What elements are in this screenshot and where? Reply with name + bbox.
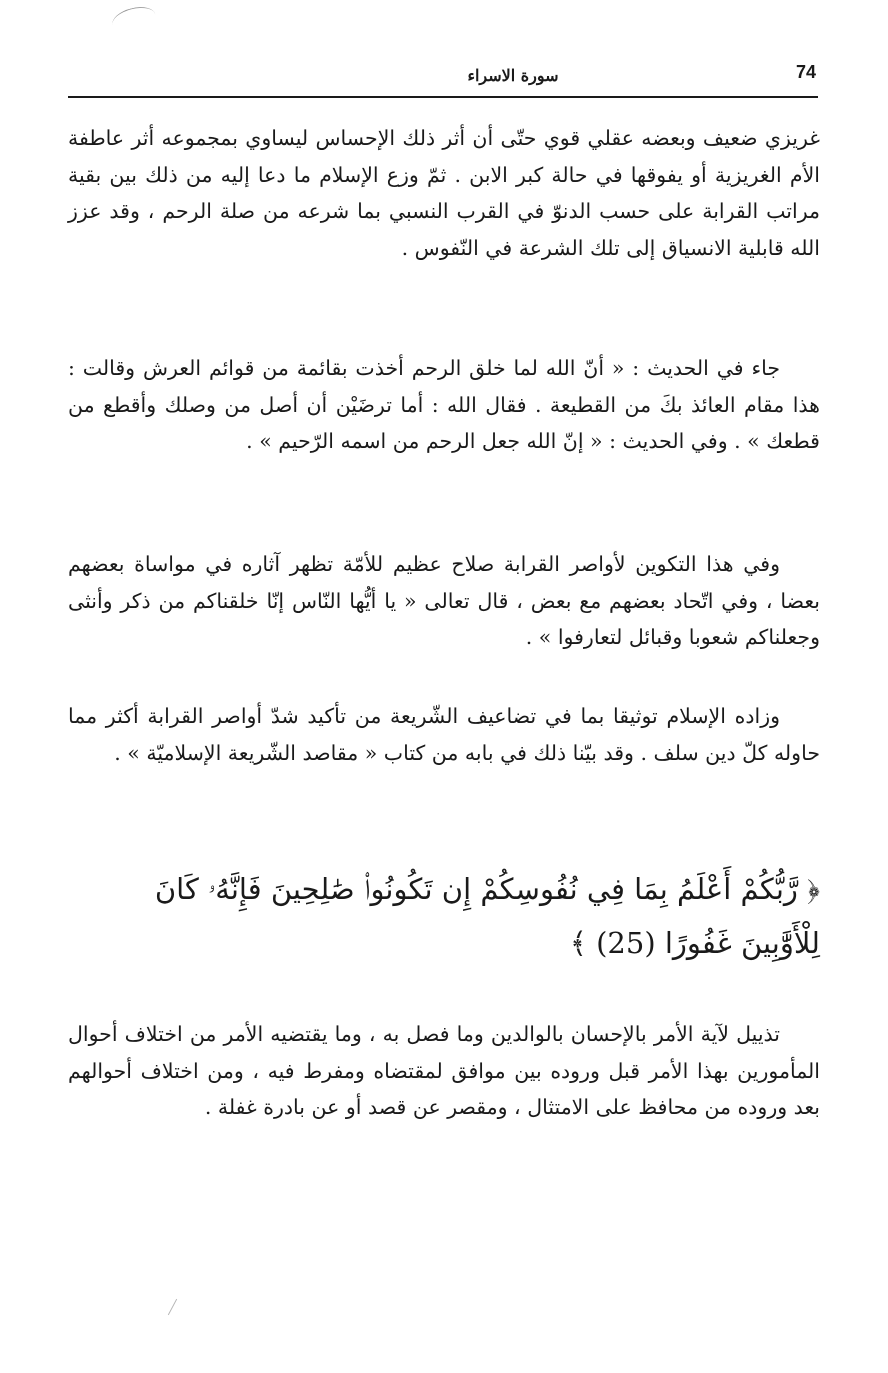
paragraph-1 [68, 120, 820, 266]
paragraph-3-text: وفي هذا التكوين لأواصر القرابة صلاح عظيم للأمّة تظهر آثاره في مواساة بعضهم بعضا ، وفي اتّحاد بعضهم مع بعض ، قال تعالى « يا أيُّها النّاس إنّا خلقناكم من ذكر وأنثى وجعلناكم شعوبا وقبائل لتعارفوا » . [68, 552, 820, 649]
quran-verse [68, 862, 820, 970]
quran-verse-text: ﴿ رَّبُّكُمْ أَعْلَمُ بِمَا فِي نُفُوسِكُمْ إِن تَكُونُوا۟ صَٰلِحِينَ فَإِنَّهُۥ كَانَ لِلْأَوَّٰبِينَ غَفُورًا (25) ﴾ [154, 872, 820, 960]
paragraph-2 [68, 350, 820, 460]
paragraph-2-text: جاء في الحديث : « أنّ الله لما خلق الرحم أخذت بقائمة من قوائم العرش وقالت : هذا مقام العائذ بكَ من القطيعة . فقال الله : أما ترضَيْن أن أصل من وصلك وأقطع من قطعك » . وفي الحديث : « إنّ الله جعل الرحم من اسمه الرّحيم » . [68, 356, 820, 453]
paragraph-1-text: غريزي ضعيف وبعضه عقلي قوي حتّى أن أثر ذلك الإحساس ليساوي بمجموعه أثر عاطفة الأم الغريزية أو يفوقها في حالة كبر الابن . ثمّ وزع الإسلام ما دعا إليه من ذلك بين بقية مراتب القرابة على حسب الدنوّ في القرب النسبي بما شرعه من صلة الرحم ، وقد عزز الله قابلية الانسياق إلى تلك الشرعة في النّفوس . [68, 126, 820, 260]
running-title: سورة الاسراء [467, 66, 559, 85]
page-header [68, 58, 818, 98]
corner-pencil-mark [110, 3, 158, 36]
stray-mark [168, 1299, 177, 1315]
paragraph-3 [68, 546, 820, 656]
paragraph-5 [68, 1016, 820, 1126]
paragraph-4 [68, 698, 820, 771]
paragraph-5-text: تذييل لآية الأمر بالإحسان بالوالدين وما فصل به ، وما يقتضيه الأمر من اختلاف أحوال المأمورين بهذا الأمر قبل وروده بين موافق لمقتضاه ومفرط فيه ، ومن اختلاف أحوالهم بعد وروده من محافظ على الامتثال ، ومقصر عن قصد أو عن بادرة غفلة . [68, 1022, 820, 1119]
page-number: 74 [796, 62, 817, 82]
paragraph-4-text: وزاده الإسلام توثيقا بما في تضاعيف الشّريعة من تأكيد شدّ أواصر القرابة أكثر مما حاوله كلّ دين سلف . وقد بيّنا ذلك في بابه من كتاب « مقاصد الشّريعة الإسلاميّة » . [68, 704, 820, 765]
